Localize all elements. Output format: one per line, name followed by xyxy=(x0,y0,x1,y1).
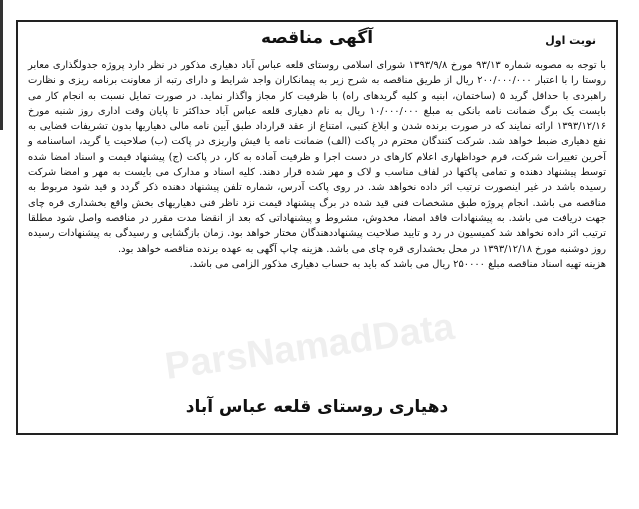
notice-signature: دهیاری روستای قلعه عباس آباد xyxy=(185,397,449,417)
notice-paragraph-cost: هزینه تهیه اسناد مناقصه مبلغ ۲۵۰۰۰۰ ریال می باشد که باید به حساب دهیاری مذکور الزامی می باشد. xyxy=(189,258,606,270)
watermark-text: ParsNamadData xyxy=(162,305,457,389)
notice-content xyxy=(24,26,610,429)
notice-title: آگهی مناقصه xyxy=(260,28,374,48)
notice-frame xyxy=(16,20,618,435)
notice-paragraph-main: با توجه به مصوبه شماره ۹۳/۱۳ مورخ ۱۳۹۳/۹/۸ شورای اسلامی روستای قلعه عباس آباد دهیاری مذکور در نظر دارد پروژه جدولگذاری معابر روستا را با اعتبار ۲۰۰/۰۰۰/۰۰۰ ریال از طریق مناقصه به شرح زیر به پیمانکاران واجد شرایط و دارای رتبه از معاونت برنامه ریزی و نظارت راهبردی با حداقل گرید ۵ (ساختمان، ابنیه و کلیه گریدهای راه) با ظرفیت کار مجاز واگذار نماید. در صورت تمایل نسبت به انجام کار می بایست یک برگ ضمانت نامه بانکی به مبلغ ۱۰/۰۰۰/۰۰۰ ریال به نام دهیاری قلعه عباس آباد حداکثر تا پایان وقت اداری روز شنبه مورخ ۱۳۹۳/۱۲/۱۶ ارائه نمایند که در صورت برنده شدن و ابلاغ کتبی، امتناع از عقد قرارداد طبق آیین نامه مالی دهیاریها بدون تشریفات قضایی به نفع دهیاری ضبط خواهد شد. شرکت کنندگان محترم در پاکت (الف) ضمانت نامه یا فیش واریزی در پاکت (ب) صلاحیت یا گرید، اساسنامه و آخرین تغییرات شرکت، فرم خوداظهاری اعلام کارهای در دست اجرا و ظرفیت آماده به کار، در پاکت (ج) پیشنهاد قیمت و اسناد امضا شده توسط پیشنهاد دهنده و تمامی پاکتها در لفاف مناسب و لاک و مهر شده قرار دهند. کلیه اسناد و مدارک می بایست به مهر و امضا شرکت رسیده باشد در غیر اینصورت ترتیب اثر داده نخواهد شد. در روی پاکت آدرس، شماره تلفن پیشنهاد دهنده ذکر گردد و قید شود مربوط به مناقصه می باشد. انجام پروژه طبق مشخصات فنی قید شده در برگ پیشنهاد قیمت نزد ناظر فنی دهیاریهای بخش واقع بخشداری قره چای جهت دریافت می باشد. به پیشنهادات فاقد امضا، مخدوش، مشروط و پیشنهاداتی که بعد از انقضا مدت مقرر در مناقصه واصل شود مطلقا ترتیب اثر داده نخواهد شد کمیسیون در رد و تایید صلاحیت پیشنهاددهندگان مختار خواهد بود. زمان بازگشایی و رسیدگی به پیشنهادات رسیده روز دوشنبه مورخ ۱۳۹۳/۱۲/۱۸ در محل بخشداری قره چای می باشد. هزینه چاپ آگهی به عهده برنده مناقصه خواهد بود. xyxy=(28,60,607,255)
publication-round: نوبت اول xyxy=(545,34,596,47)
page-edge-line xyxy=(0,0,3,130)
notice-body xyxy=(28,58,606,272)
